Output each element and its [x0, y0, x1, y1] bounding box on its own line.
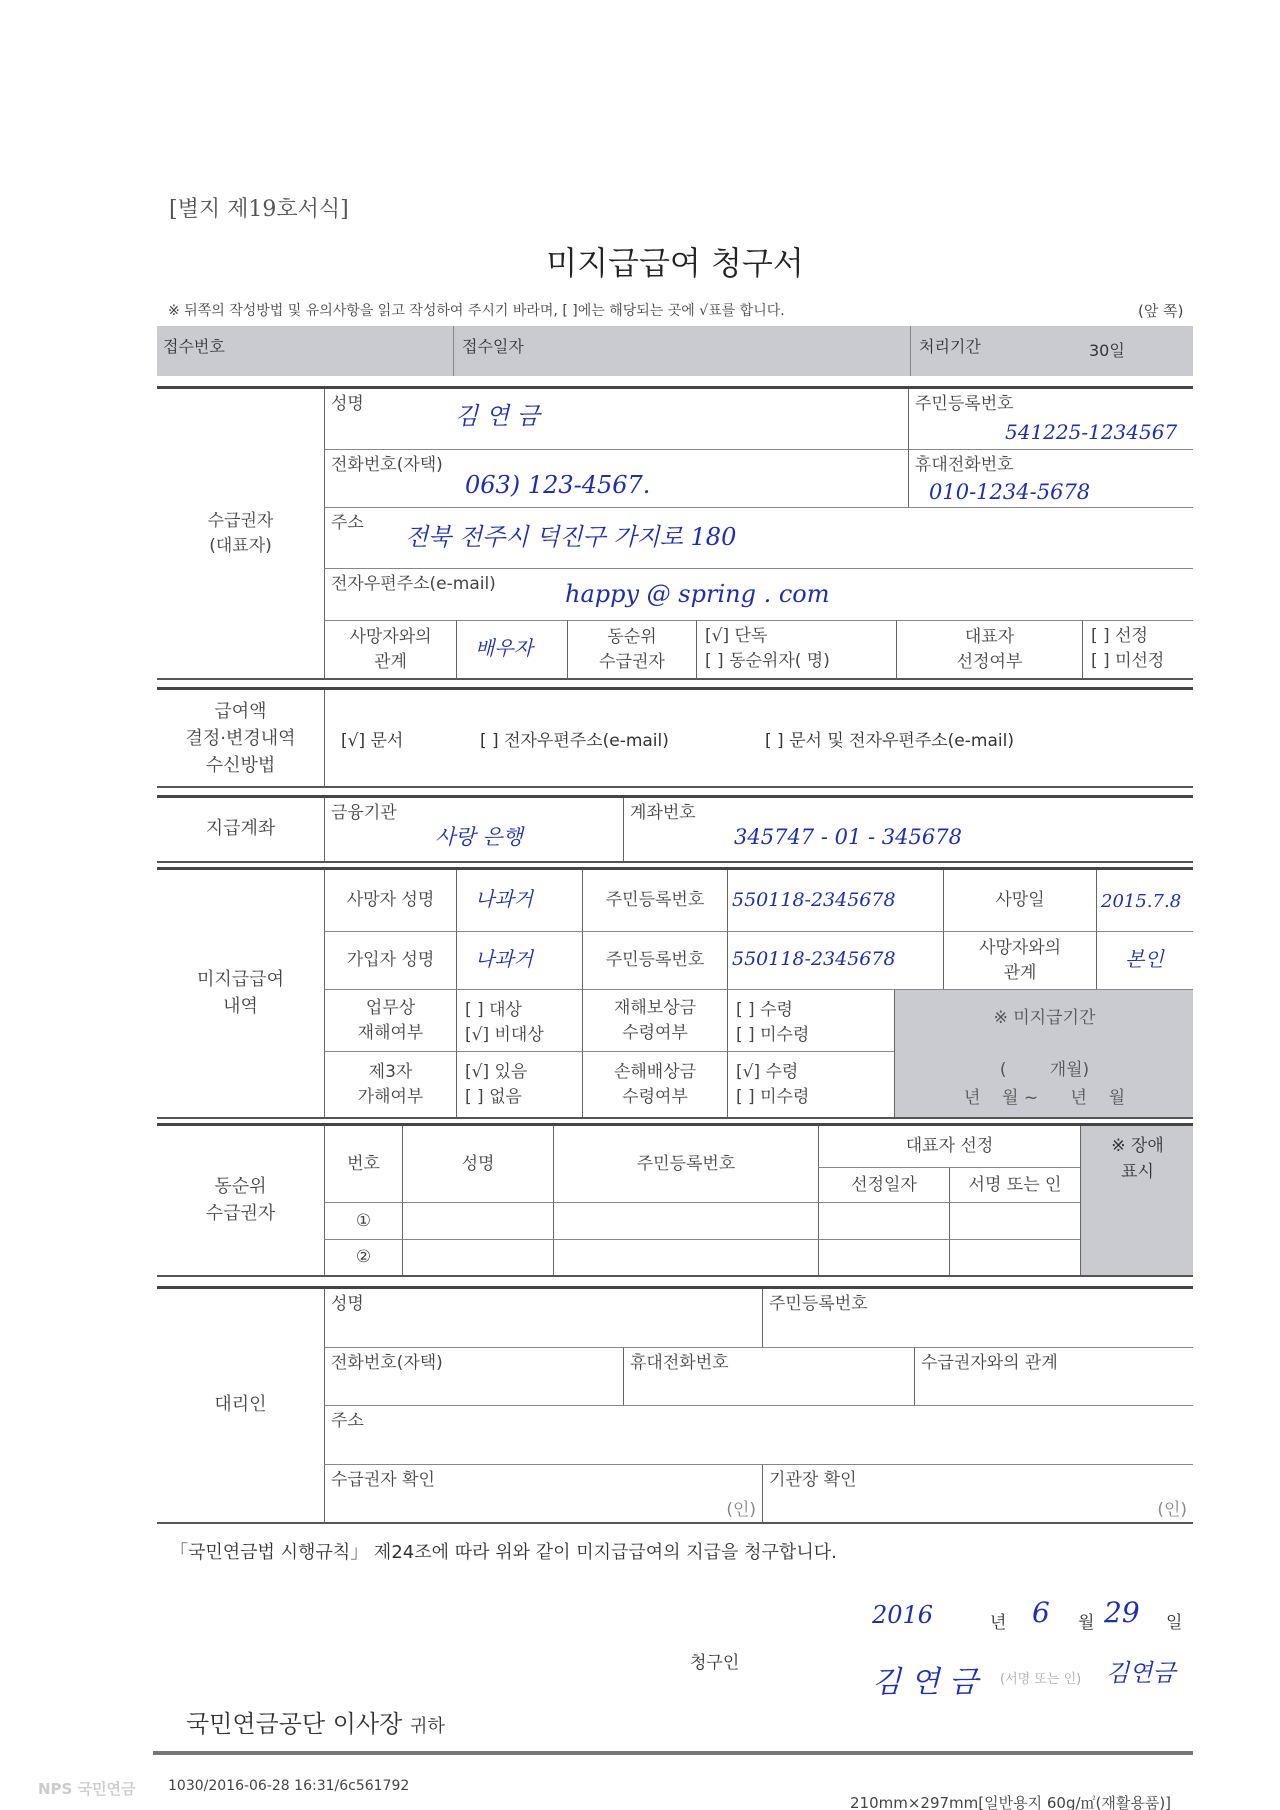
checkbox-selected[interactable]: [ ] 선정: [1091, 626, 1148, 646]
deceased-name-field[interactable]: [456, 870, 582, 931]
relation-field[interactable]: [456, 620, 567, 678]
relation-value: 배우자: [475, 636, 533, 660]
checkbox-document[interactable]: [√] 문서: [341, 731, 404, 751]
member-name-label: 가입자 성명: [324, 931, 456, 989]
account-section: [157, 795, 1193, 863]
unpaid-benefit-section: [157, 867, 1193, 1119]
office-divider: [453, 326, 454, 376]
deceased-name-label: 사망자 성명: [324, 870, 456, 931]
co-heirs-section: [157, 1123, 1193, 1277]
head-seal: (인): [1157, 1500, 1187, 1520]
col-rep-date: 선정일자: [818, 1167, 949, 1202]
month-label: 월: [1078, 1613, 1095, 1633]
work-injury-options: [456, 989, 582, 1051]
unpaid-period-range: 년 월 ~ 년 월: [964, 1088, 1125, 1108]
row-2-date[interactable]: [818, 1239, 949, 1275]
date-day: 29: [1104, 1596, 1140, 1629]
member-name-value: 나과거: [475, 947, 533, 971]
account-label: 지급계좌: [205, 818, 276, 840]
agent-name-field[interactable]: [324, 1289, 762, 1347]
day-label: 일: [1166, 1613, 1183, 1633]
agent-name-label: 성명: [331, 1294, 364, 1314]
receipt-date-label: 접수일자: [462, 337, 524, 356]
account-number-label: 계좌번호: [630, 803, 696, 823]
compensation-options: [727, 989, 894, 1051]
unpaid-period-box: [894, 989, 1193, 1117]
bank-label: 금융기관: [331, 803, 397, 823]
member-relation-field[interactable]: [1096, 931, 1193, 989]
row-2-number: ②: [324, 1239, 402, 1275]
year-label: 년: [990, 1613, 1007, 1633]
agent-phone-field[interactable]: [324, 1347, 623, 1405]
checkbox-third-no[interactable]: [ ] 없음: [465, 1086, 522, 1107]
office-use-bar: [157, 326, 1193, 376]
member-rrn-label: 주민등록번호: [582, 931, 727, 989]
checkbox-single[interactable]: [√] 단독: [705, 626, 768, 646]
claimant-signature[interactable]: 김연금: [1106, 1659, 1176, 1687]
agent-phone-label: 전화번호(자택): [331, 1353, 443, 1373]
rrn-field[interactable]: [908, 389, 1193, 449]
account-number-value: 345747 - 01 - 345678: [734, 825, 962, 849]
agent-rrn-field[interactable]: [762, 1289, 1193, 1347]
third-party-label: 제3자 가해여부: [324, 1051, 456, 1117]
agent-address-label: 주소: [331, 1411, 364, 1431]
name-value: 김 연 금: [455, 402, 540, 430]
head-confirm-label: 기관장 확인: [769, 1470, 857, 1490]
rep-label: 대표자 선정여부: [896, 620, 1082, 678]
phone-value: 063) 123-4567.: [465, 471, 651, 499]
rep-options: [1082, 620, 1193, 678]
damages-options: [727, 1051, 894, 1117]
third-party-options: [456, 1051, 582, 1117]
member-relation-value: 본인: [1125, 947, 1164, 971]
date-year: 2016: [872, 1601, 934, 1629]
rrn-value: 541225-1234567: [1005, 420, 1178, 444]
statement-text: 「국민연금법 시행규칙」 제24조에 따라 위와 같이 미지급급여의 지급을 청구합니다.: [170, 1542, 837, 1563]
deceased-rrn-value: 550118-2345678: [732, 889, 896, 911]
claim-date: [872, 1598, 1192, 1638]
row-1-sign[interactable]: [949, 1202, 1080, 1239]
disability-label: ※ 장애 표시: [1111, 1136, 1164, 1182]
deceased-rrn-field[interactable]: [727, 870, 943, 931]
notice-method-options: [324, 690, 1193, 786]
checkbox-document-and-email[interactable]: [ ] 문서 및 전자우편주소(e-mail): [765, 731, 1014, 751]
agent-address-field[interactable]: [324, 1405, 1193, 1464]
member-rrn-value: 550118-2345678: [732, 948, 896, 970]
unpaid-period-title: ※ 미지급기간: [993, 1008, 1096, 1028]
checkbox-co-heirs[interactable]: [ ] 동순위자( 명): [705, 650, 830, 671]
notice-method-label: 급여액 결정·변경내역 수신방법: [185, 700, 296, 776]
death-date-label: 사망일: [943, 870, 1096, 931]
same-rank-label: 동순위 수급권자: [567, 620, 696, 678]
addressee-name: 국민연금공단 이사장: [186, 1710, 403, 1738]
compensation-label: 재해보상금 수령여부: [582, 989, 727, 1051]
email-field[interactable]: [324, 568, 1193, 620]
phone-field[interactable]: [324, 449, 908, 507]
addressee-suffix: 귀하: [409, 1716, 445, 1737]
col-name: 성명: [402, 1126, 553, 1202]
address-field[interactable]: [324, 507, 1193, 568]
row-2-name[interactable]: [402, 1239, 553, 1275]
agent-rrn-label: 주민등록번호: [769, 1294, 868, 1314]
checkbox-comp-received[interactable]: [ ] 수령: [736, 1000, 793, 1020]
processing-period: 30일: [1089, 341, 1125, 360]
head-confirm-field[interactable]: [762, 1464, 1193, 1522]
member-rrn-field[interactable]: [727, 931, 943, 989]
claimant-name-sign: 김 연 금: [872, 1665, 979, 1700]
checkbox-work-target[interactable]: [ ] 대상: [465, 1000, 522, 1020]
page-title: 미지급급여 청구서: [546, 244, 804, 282]
checkbox-email[interactable]: [ ] 전자우편주소(e-mail): [480, 731, 669, 751]
claimant-section-label: 수급권자 (대표자): [207, 510, 274, 556]
row-1-rrn[interactable]: [553, 1202, 818, 1239]
mobile-field[interactable]: [908, 449, 1193, 507]
death-date-field[interactable]: [1096, 870, 1193, 931]
processing-period-label: 처리기간: [919, 337, 981, 356]
same-rank-options: [696, 620, 896, 678]
deceased-rrn-label: 주민등록번호: [582, 870, 727, 931]
page-side: (앞 쪽): [1138, 302, 1184, 320]
agent-label: 대리인: [214, 1394, 267, 1416]
row-1-name[interactable]: [402, 1202, 553, 1239]
work-injury-label: 업무상 재해여부: [324, 989, 456, 1051]
col-number: 번호: [324, 1126, 402, 1202]
co-heirs-label: 동순위 수급권자: [205, 1176, 276, 1224]
claimant-section: [157, 386, 1193, 680]
notice-method-section: [157, 687, 1193, 788]
fax-stamp: 1030/2016-06-28 16:31/6c561792: [168, 1778, 410, 1794]
rrn-label: 주민등록번호: [915, 394, 1014, 414]
col-rep-selection: 대표자 선정: [818, 1126, 1080, 1167]
name-label: 성명: [331, 394, 364, 414]
bottom-rule: [153, 1751, 1193, 1755]
member-name-field[interactable]: [456, 931, 582, 989]
address-label: 주소: [331, 513, 364, 533]
agent-section: [157, 1286, 1193, 1524]
agent-mobile-field[interactable]: [623, 1347, 914, 1405]
addressee: [186, 1704, 445, 1739]
row-1-number: ①: [324, 1202, 402, 1239]
bank-field[interactable]: [324, 798, 623, 861]
member-relation-label: 사망자와의 관계: [943, 931, 1096, 989]
checkbox-damages-received[interactable]: [√] 수령: [736, 1062, 799, 1082]
deceased-name-value: 나과거: [475, 887, 533, 911]
col-rrn: 주민등록번호: [553, 1126, 818, 1202]
agent-mobile-label: 휴대전화번호: [630, 1353, 729, 1373]
checkbox-third-yes[interactable]: [√] 있음: [465, 1062, 528, 1082]
phone-label: 전화번호(자택): [331, 455, 443, 475]
notice-text: ※ 뒤쪽의 작성방법 및 유의사항을 읽고 작성하여 주시기 바라며, [ ]에는 해당되는 곳에 √표를 합니다.: [168, 303, 785, 319]
mobile-value: 010-1234-5678: [929, 480, 1091, 504]
checkbox-work-non-target[interactable]: [√] 비대상: [465, 1024, 544, 1045]
damages-label: 손해배상금 수령여부: [582, 1051, 727, 1117]
claimant-label: 청구인: [690, 1653, 740, 1673]
agent-relation-field[interactable]: [914, 1347, 1193, 1405]
row-2-rrn[interactable]: [553, 1239, 818, 1275]
signature-label: (서명 또는 인): [1000, 1672, 1082, 1687]
name-field[interactable]: [324, 389, 908, 449]
row-1-date[interactable]: [818, 1202, 949, 1239]
col-disability: [1080, 1126, 1193, 1275]
receipt-no-label: 접수번호: [163, 337, 225, 356]
checkbox-comp-not-received[interactable]: [ ] 미수령: [736, 1024, 810, 1045]
bank-value: 사랑 은행: [435, 825, 523, 849]
row-2-sign[interactable]: [949, 1239, 1080, 1275]
checkbox-damages-not-received[interactable]: [ ] 미수령: [736, 1086, 810, 1107]
account-number-field[interactable]: [623, 798, 1193, 861]
form-number: [별지 제19호서식]: [169, 197, 349, 222]
paper-spec: 210mm×297mm[일반용지 60g/㎡(재활용품)]: [850, 1794, 1172, 1810]
unpaid-period-months: ( 개월): [999, 1060, 1090, 1080]
unpaid-label: 미지급급여 내역: [197, 969, 284, 1017]
claimant-confirm-label: 수급권자 확인: [331, 1470, 435, 1490]
email-label: 전자우편주소(e-mail): [331, 574, 496, 594]
address-value: 전북 전주시 덕진구 가지로 180: [405, 523, 737, 551]
checkbox-not-selected[interactable]: [ ] 미선정: [1091, 650, 1165, 671]
claimant-seal: (인): [726, 1500, 756, 1520]
date-month: 6: [1032, 1596, 1050, 1629]
col-sign: 서명 또는 인: [949, 1167, 1080, 1202]
relation-label: 사망자와의 관계: [324, 620, 456, 678]
death-date-value: 2015.7.8: [1101, 891, 1182, 912]
nps-logo: NPS 국민연금: [38, 1780, 136, 1798]
office-divider: [910, 326, 911, 376]
claimant-confirm-field[interactable]: [324, 1464, 762, 1522]
mobile-label: 휴대전화번호: [915, 455, 1014, 475]
email-value: happy @ spring . com: [565, 580, 830, 608]
agent-relation-label: 수급권자와의 관계: [921, 1353, 1058, 1373]
